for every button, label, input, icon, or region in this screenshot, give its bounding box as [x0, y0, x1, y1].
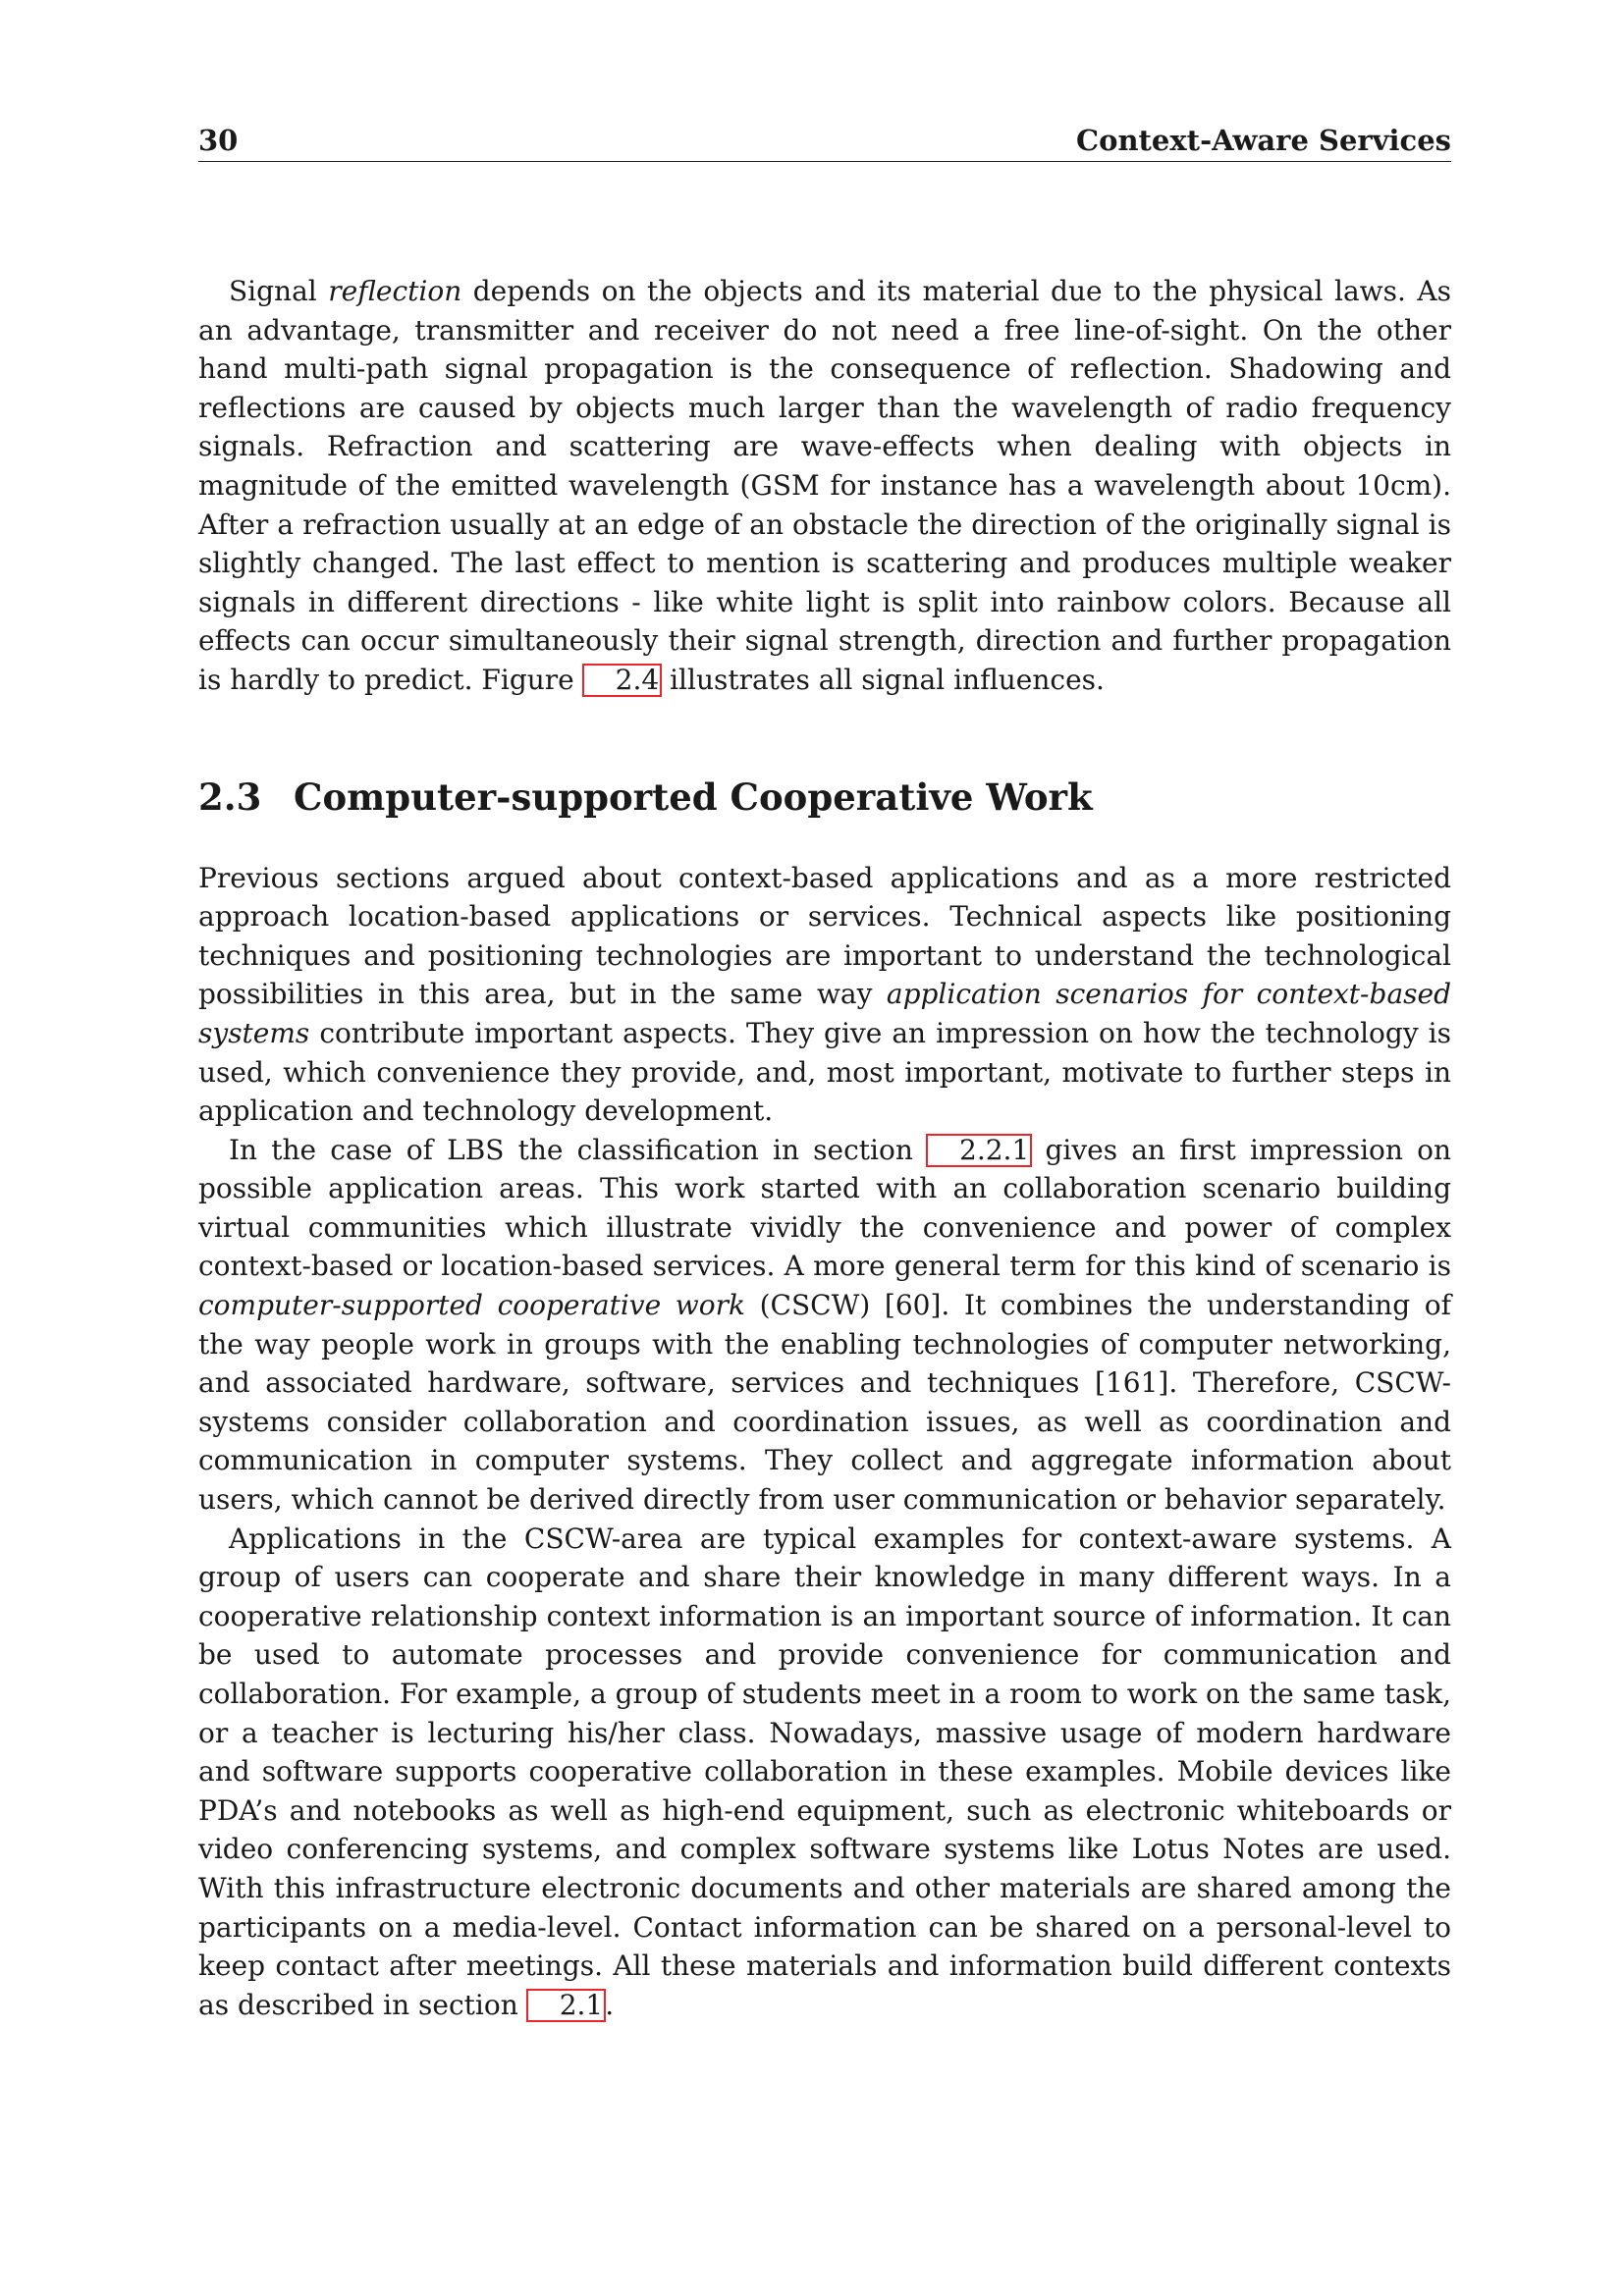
running-header [198, 124, 1451, 162]
section-title: Computer-supported Cooperative Work [294, 774, 1093, 819]
page-number: 30 [198, 124, 239, 157]
paragraph-signal-reflection: Signal reflection depends on the objects and its material due to the physical laws. As an advantage, transmitter and receiver do not need a free line-of-sight. On the other hand multi-path signal propagation is the consequence of reflection. Shadowing and reflections are caused by objects much larger than the wavelength of radio frequency signals. Refraction and scattering are wave-effects when dealing with objects in magnitude of the emitted wavelength (GSM for instance has a wavelength about 10cm). After a refraction usually at an edge of an obstacle the direction of the originally signal is slightly changed. The last effect to mention is scattering and produces multiple weaker signals in different directions - like white light is split into rainbow colors. Because all effects can occur simultaneously their signal strength, direction and further propagation is hardly to predict. Figure 2.4 illustrates all signal influences. [198, 275, 1451, 696]
section-link-2-1[interactable]: 2.1 [527, 1990, 606, 2021]
section-heading [198, 774, 1451, 820]
body-text [198, 272, 1451, 2024]
emphasis-cscw: computer-supported cooperative work [198, 1289, 745, 1322]
paragraph-previous-sections: Previous sections argued about context-based applications and as a more restricted approach location-based applications or services. Technical aspects like positioning techniques and positioning technologies are important to understand the technological possibilities in this area, but in the same way application scenarios for context-based systems contribute important aspects. They give an impression on how the technology is used, which convenience they provide, and, most important, motivate to further steps in application and technology development. [198, 861, 1451, 1128]
section-number: 2.3 [198, 774, 262, 819]
paragraph-cscw-applications: Applications in the CSCW-area are typical examples for context-aware systems. A group of users can cooperate and share their knowledge in many different ways. In a cooperative relationship context information is an important source of information. It can be used to automate processes and provide convenience for communication and collaboration. For example, a group of students meet in a room to work on the same task, or a teacher is lecturing his/her class. Nowadays, massive usage of modern hardware and software supports cooperative collaboration in these examples. Mobile devices like PDA’s and notebooks as well as high-end equipment, such as electronic whiteboards or video conferencing systems, and complex software systems like Lotus Notes are used. With this infrastructure electronic documents and other materials are shared among the participants on a media-level. Contact information can be shared on a personal-level to keep contact after meetings. All these materials and information build different contexts as described in section 2.1. [198, 1522, 1451, 2021]
chapter-title: Context-Aware Services [1076, 124, 1451, 157]
document-page [198, 124, 1451, 2024]
paragraph-lbs-classification: In the case of LBS the classification in section 2.2.1 gives an first impression on possible application areas. This work started with an collaboration scenario building virtual communities which illustrate vividly the convenience and power of complex context-based or location-based services. A more general term for this kind of scenario is computer-supported cooperative work (CSCW) [60]. It combines the understanding of the way people work in groups with the enabling technologies of computer networking, and associated hardware, software, services and techniques [161]. Therefore, CSCW-systems consider collaboration and coordination issues, as well as coordination and communication in computer systems. They collect and aggregate information about users, which cannot be derived directly from user communication or behavior separately. [198, 1133, 1451, 1517]
figure-link-2-4[interactable]: 2.4 [583, 665, 662, 696]
emphasis-application-scenarios: application scenarios for context-based systems [198, 978, 1451, 1049]
section-link-2-2-1[interactable]: 2.2.1 [927, 1135, 1031, 1166]
emphasis-reflection: reflection [328, 275, 462, 307]
